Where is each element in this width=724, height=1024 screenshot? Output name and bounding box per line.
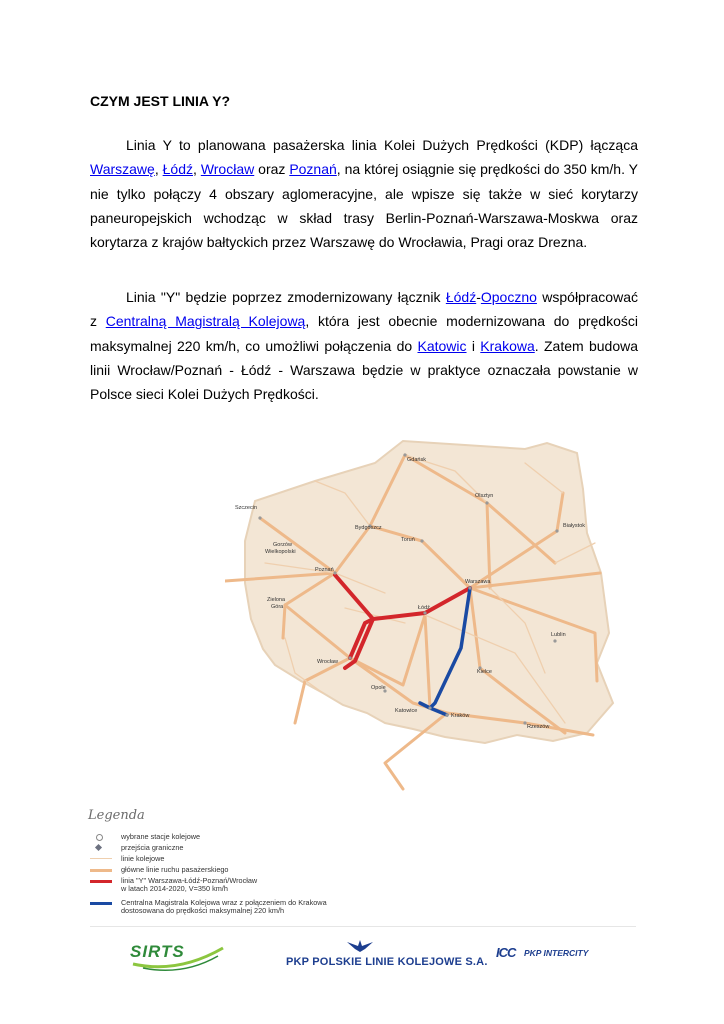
- cmk-link-3[interactable]: Opoczno: [480, 289, 537, 305]
- cmk-text-6: , która jest obecnie modernizowana do prędkości maksymalnej 220 km/h, co umożliwi połączenia do: [90, 313, 638, 354]
- city-gdansk: Gdańsk: [407, 457, 426, 463]
- legend-title: Legenda: [88, 808, 145, 823]
- city-poznan: Poznań: [315, 567, 334, 573]
- paragraph-intro: [90, 133, 638, 254]
- cmk-link-5[interactable]: Centralną Magistralą Kolejową: [105, 313, 306, 330]
- city-krakow: Kraków: [451, 713, 470, 719]
- city-olsztyn: Olsztyn: [475, 493, 494, 499]
- pkp-intercity-logo: PKP INTERCITY: [524, 948, 589, 958]
- city-bialystok: Białystok: [563, 523, 586, 529]
- map-legend: Legenda wybrane stacje kolejowe przejścia graniczne linie kolejowe główne linie ruchu pasażerskiego linia "Y" Warszawa-Łódź-Poznań/Wrocław w latach 2014-2020, V=350 km/h Centralna Magistrala Kolejowa wraz z połączeniem do Krakowa dostosowana do prędkości maksymalnej 220 km/h: [88, 808, 327, 915]
- cmk-text-8: i: [466, 337, 481, 354]
- intro-text-8: , na której osiągnie się prędkości do 350 km/h. Y nie tylko połączy 4 obszary aglomeracyjne, ale wpisze się także w sieć korytarzy paneuropejskich wchodząc w skład trasy Berlin-Poznań-Warszawa-Moskwa oraz korytarza z krajów bałtyckich przez Warszawę do Wrocławia, Pragi oraz Drezna.: [90, 161, 638, 251]
- city-zielona-line1: Zielona: [267, 597, 286, 603]
- main-line-swatch: [90, 869, 112, 872]
- city-torun: Toruń: [401, 537, 415, 543]
- footer-logos: [90, 932, 636, 982]
- city-bydgoszcz: Bydgoszcz: [355, 525, 382, 531]
- city-zielona-line2: Góra: [271, 604, 284, 610]
- intro-text-2: ,: [154, 161, 163, 178]
- city-warszawa: Warszawa: [465, 579, 491, 585]
- city-rzeszow: Rzeszów: [527, 724, 550, 730]
- y-line-swatch: [90, 880, 112, 883]
- cmk-text-0: Linia "Y" będzie poprzez zmodernizowany łącznik: [126, 289, 446, 305]
- city-opole: Opole: [371, 685, 386, 691]
- cmk-link-1[interactable]: Łódź: [445, 289, 477, 305]
- city-lodz: Łódź: [418, 605, 430, 611]
- intro-link-7[interactable]: Poznań: [289, 161, 337, 178]
- city-kielce: Kielce: [477, 669, 492, 675]
- pkp-wings-logo: [345, 936, 375, 954]
- city-wroclaw: Wrocław: [317, 659, 338, 665]
- city-lublin: Lublin: [551, 632, 566, 638]
- legend-cmk-line2: dostosowana do prędkości maksymalnej 220 km/h: [121, 906, 285, 915]
- station-icon: [96, 834, 103, 841]
- intro-link-3[interactable]: Łódź: [162, 161, 193, 178]
- border-crossing-icon: [95, 844, 102, 851]
- section-heading: CZYM JEST LINIA Y?: [90, 93, 231, 109]
- pkp-plk-logo: PKP POLSKIE LINIE KOLEJOWE S.A.: [286, 956, 488, 968]
- cmk-text-4: współpracować z: [90, 289, 638, 330]
- intercity-logo-mark: ICC: [496, 945, 516, 960]
- cmk-link-9[interactable]: Krakowa: [480, 337, 535, 354]
- intro-link-1[interactable]: Warszawę: [90, 161, 155, 178]
- intro-text-0: Linia Y to planowana pasażerska linia Kolei Dużych Prędkości (KDP) łącząca: [126, 137, 638, 153]
- intro-text-6: oraz: [254, 161, 290, 178]
- intro-text-4: ,: [193, 161, 201, 178]
- paragraph-cmk: [90, 285, 638, 406]
- city-szczecin: Szczecin: [235, 505, 258, 511]
- intro-link-5[interactable]: Wrocław: [200, 161, 255, 178]
- footer-divider: [90, 926, 636, 927]
- legend-y-line1: linia "Y" Warszawa-Łódź-Poznań/Wrocław: [121, 876, 258, 885]
- sirts-logo: SIRTS: [130, 942, 185, 961]
- city-gorzow-line1: Gorzów: [273, 542, 292, 548]
- railway-line-swatch: [90, 858, 112, 859]
- railway-map: [225, 423, 635, 803]
- cmk-text-2: -: [476, 289, 481, 305]
- cmk-text-10: . Zatem budowa linii Wrocław/Poznań - Łódź - Warszawa będzie w praktyce oznaczała powstanie w Polsce sieci Kolei Dużych Prędkości.: [90, 337, 639, 403]
- legend-cmk-line1: Centralna Magistrala Kolejowa wraz z połączeniem do Krakowa: [121, 898, 327, 907]
- cmk-link-7[interactable]: Katowic: [417, 337, 467, 354]
- cmk-swatch: [90, 902, 112, 905]
- city-katowice: Katowice: [395, 708, 418, 714]
- legend-y-line2: w latach 2014-2020, V=350 km/h: [121, 884, 228, 893]
- city-gorzow-line2: Wielkopolski: [265, 549, 296, 555]
